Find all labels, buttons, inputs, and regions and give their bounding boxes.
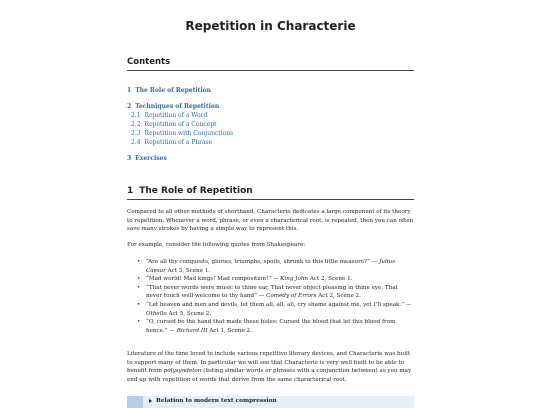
- contents-heading: Contents: [127, 57, 414, 71]
- paragraph-example: For example, consider the following quotes from Shakespeare:: [127, 242, 306, 248]
- collapsible-label: Relation to modern text compression: [149, 398, 277, 404]
- collapsible-relation-to-compression[interactable]: [127, 396, 414, 408]
- paragraph-literature: Literature of the time loved to include various repetitive literary devices, and Characterie was built to support many of them. In particular we will see that Characterie is very well built to be able to benefit from polysyndeton (listing similar words or phrases with a conjunction between) as you may end up with repetition of words that derive from the same characterical root.: [127, 351, 412, 383]
- list-item: • “Mad world! Mad kings! Mad composition!” — King John Act 2, Scene 1.: [137, 275, 415, 284]
- toc-item-repetition-of-a-word[interactable]: 2.1 Repetition of a Word: [131, 112, 208, 119]
- section-heading-role-of-repetition: 1 The Role of Repetition: [127, 186, 414, 200]
- list-item: • “Let heaven and men and devils, let them all, all, all, cry shame against me, yet I’ll speak.” — Othello Act 5, Scene 2.: [137, 301, 415, 318]
- list-item: • “O, cursed be the hand that made these holes; Cursed the blood that let this blood from hence.” — Richard III Act 1, Scene 2.: [137, 318, 415, 335]
- toc-item-role-of-repetition[interactable]: 1 The Role of Repetition: [127, 87, 212, 94]
- page-title: Repetition in Characterie: [185, 19, 356, 33]
- toc-item-repetition-of-a-concept[interactable]: 2.2 Repetition of a Concept: [131, 121, 217, 128]
- table-of-contents: [127, 86, 414, 163]
- quote-list: [137, 258, 415, 335]
- toc-item-techniques[interactable]: 2 Techniques of Repetition: [127, 103, 220, 110]
- paragraph-intro: Compared to all other methods of shorthand, Characterie dedicates a large component of its theory to repetition. Whenever a word, phrase, or even a characterical root, is repeated, then you can often save many strokes by having a simple way to represent this.: [127, 209, 414, 233]
- disclosure-triangle-icon: [149, 399, 152, 403]
- toc-item-repetition-with-conjunctions[interactable]: 2.3 Repetition with Conjunctions: [131, 130, 234, 137]
- toc-item-exercises[interactable]: 3 Exercises: [127, 155, 167, 162]
- toc-item-repetition-of-a-phrase[interactable]: 2.4 Repetition of a Phrase: [131, 139, 213, 146]
- list-item: • “That never words were music to thine ear, That never object pleasing in thine eye, That never touch well welcome to thy hand” — Comedy of Errors Act 2, Scene 2.: [137, 284, 415, 301]
- list-item: • “Are all thy conquests, glories, triumphs, spoils, shrunk to this little measure?” — Julius Caesar Act 3, Scene 1.: [137, 258, 415, 275]
